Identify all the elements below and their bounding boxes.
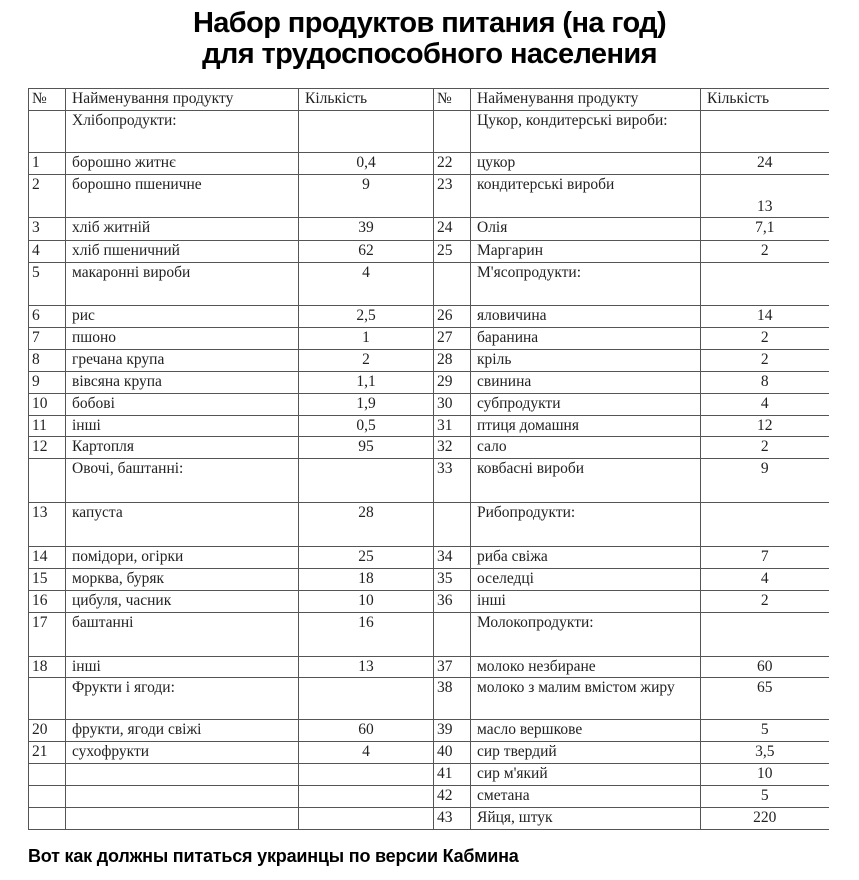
table-row (29, 350, 434, 372)
title-line-2: для трудоспособного населения (202, 38, 657, 70)
row-number: 14 (29, 547, 66, 569)
product-name: цукор (471, 153, 701, 175)
row-number: 3 (29, 218, 66, 241)
row-number: 11 (29, 416, 66, 437)
row-number: 12 (29, 437, 66, 459)
product-quantity (701, 613, 829, 657)
row-number (434, 111, 471, 153)
product-name: сир твердий (471, 742, 701, 764)
product-name: вівсяна крупа (66, 372, 299, 394)
row-number: 10 (29, 394, 66, 416)
product-quantity: 28 (299, 503, 434, 547)
row-number: 20 (29, 720, 66, 742)
row-number (29, 459, 66, 503)
category-row (29, 678, 434, 720)
table-row (29, 394, 434, 416)
row-number: 27 (434, 328, 471, 350)
product-quantity (299, 459, 434, 503)
product-quantity: 4 (701, 394, 829, 416)
product-name: хліб житній (66, 218, 299, 241)
product-quantity: 2 (701, 350, 829, 372)
product-quantity: 0,5 (299, 416, 434, 437)
row-number: 38 (434, 678, 471, 720)
product-name: свинина (471, 372, 701, 394)
row-number: 41 (434, 764, 471, 786)
row-number: 7 (29, 328, 66, 350)
product-quantity: 2 (701, 437, 829, 459)
product-quantity (299, 786, 434, 808)
row-number: 9 (29, 372, 66, 394)
table-row (29, 241, 434, 263)
product-name: Яйця, штук (471, 808, 701, 830)
table-row (29, 613, 434, 657)
product-quantity: 95 (299, 437, 434, 459)
product-name: сухофрукти (66, 742, 299, 764)
row-number: 34 (434, 547, 471, 569)
table-row (434, 742, 829, 764)
product-name: масло вершкове (471, 720, 701, 742)
product-name: фрукти, ягоди свіжі (66, 720, 299, 742)
table-row (29, 218, 434, 241)
row-number: 1 (29, 153, 66, 175)
table-row (29, 503, 434, 547)
table-row (434, 328, 829, 350)
product-quantity: 12 (701, 416, 829, 437)
table-row (29, 372, 434, 394)
product-quantity: 9 (299, 175, 434, 218)
footer-caption: Вот как должны питаться украинцы по версии Кабмина (28, 846, 519, 866)
row-number: 28 (434, 350, 471, 372)
table-row (29, 153, 434, 175)
product-quantity (701, 111, 829, 153)
product-name: інші (66, 416, 299, 437)
product-quantity: 4 (299, 742, 434, 764)
product-quantity: 4 (299, 263, 434, 306)
table-row (434, 547, 829, 569)
category-name: Цукор, кондитерські вироби: (471, 111, 701, 153)
table-row (434, 241, 829, 263)
category-row (434, 263, 829, 306)
product-name: борошно пшеничне (66, 175, 299, 218)
food-table-left (28, 88, 434, 830)
product-quantity: 25 (299, 547, 434, 569)
table-row (29, 657, 434, 678)
table-row (434, 218, 829, 241)
product-quantity (299, 764, 434, 786)
table-row (434, 437, 829, 459)
product-name: інші (471, 591, 701, 613)
product-quantity (299, 111, 434, 153)
table-row (29, 175, 434, 218)
product-quantity: 8 (701, 372, 829, 394)
product-name: Картопля (66, 437, 299, 459)
product-quantity: 0,4 (299, 153, 434, 175)
product-name: рис (66, 306, 299, 328)
product-name: борошно житнє (66, 153, 299, 175)
row-number: 2 (29, 175, 66, 218)
row-number (29, 678, 66, 720)
row-number: 37 (434, 657, 471, 678)
row-number: 36 (434, 591, 471, 613)
product-name: кондитерські вироби (471, 175, 701, 218)
product-name: макаронні вироби (66, 263, 299, 306)
header-num: № (29, 89, 66, 111)
row-number: 4 (29, 241, 66, 263)
product-quantity: 1,9 (299, 394, 434, 416)
product-name (66, 764, 299, 786)
row-number: 6 (29, 306, 66, 328)
product-quantity: 24 (701, 153, 829, 175)
row-number: 25 (434, 241, 471, 263)
table-row (29, 720, 434, 742)
product-name: кріль (471, 350, 701, 372)
row-number: 33 (434, 459, 471, 503)
empty-row (29, 808, 434, 830)
row-number (29, 786, 66, 808)
table-row (434, 764, 829, 786)
product-quantity: 7 (701, 547, 829, 569)
product-quantity: 39 (299, 218, 434, 241)
product-quantity: 2 (701, 241, 829, 263)
product-name (66, 808, 299, 830)
row-number: 39 (434, 720, 471, 742)
row-number: 24 (434, 218, 471, 241)
page-title (0, 8, 859, 70)
row-number (29, 808, 66, 830)
table-row (434, 591, 829, 613)
header-name: Найменування продукту (471, 89, 701, 111)
food-table-right (433, 88, 829, 830)
product-quantity: 13 (701, 175, 829, 218)
product-name: молоко з малим вмістом жиру (471, 678, 701, 720)
row-number (434, 503, 471, 547)
header-qty: Кількість (701, 89, 829, 111)
product-quantity: 2 (701, 328, 829, 350)
product-name: капуста (66, 503, 299, 547)
table-row (29, 263, 434, 306)
row-number: 15 (29, 569, 66, 591)
product-quantity: 16 (299, 613, 434, 657)
row-number: 40 (434, 742, 471, 764)
product-quantity: 60 (701, 657, 829, 678)
table-row (434, 720, 829, 742)
table-row (434, 569, 829, 591)
product-name: пшоно (66, 328, 299, 350)
row-number: 13 (29, 503, 66, 547)
empty-row (29, 786, 434, 808)
product-quantity: 2 (701, 591, 829, 613)
table-row (29, 306, 434, 328)
table-row (29, 416, 434, 437)
row-number: 30 (434, 394, 471, 416)
product-name: субпродукти (471, 394, 701, 416)
product-quantity: 3,5 (701, 742, 829, 764)
product-name: гречана крупа (66, 350, 299, 372)
left-table-header (29, 89, 434, 111)
product-quantity (701, 263, 829, 306)
product-name: хліб пшеничний (66, 241, 299, 263)
category-name: Фрукти і ягоди: (66, 678, 299, 720)
table-row (434, 786, 829, 808)
product-name: ковбасні вироби (471, 459, 701, 503)
category-row (29, 459, 434, 503)
row-number: 16 (29, 591, 66, 613)
row-number (29, 764, 66, 786)
table-row (434, 808, 829, 830)
category-name: М'ясопродукти: (471, 263, 701, 306)
product-name: сир м'який (471, 764, 701, 786)
row-number: 17 (29, 613, 66, 657)
row-number: 35 (434, 569, 471, 591)
product-name: сало (471, 437, 701, 459)
product-quantity: 14 (701, 306, 829, 328)
table-row (434, 175, 829, 218)
category-name: Молокопродукти: (471, 613, 701, 657)
category-name: Овочі, баштанні: (66, 459, 299, 503)
product-name: цибуля, часник (66, 591, 299, 613)
table-row (29, 569, 434, 591)
table-row (434, 416, 829, 437)
product-quantity: 220 (701, 808, 829, 830)
product-name: морква, буряк (66, 569, 299, 591)
row-number (434, 613, 471, 657)
product-name (66, 786, 299, 808)
product-quantity: 1,1 (299, 372, 434, 394)
product-quantity: 10 (299, 591, 434, 613)
row-number: 26 (434, 306, 471, 328)
table-row (29, 591, 434, 613)
category-name: Хлібопродукти: (66, 111, 299, 153)
table-row (434, 372, 829, 394)
product-name: оселедці (471, 569, 701, 591)
table-row (29, 437, 434, 459)
product-quantity: 13 (299, 657, 434, 678)
product-quantity: 1 (299, 328, 434, 350)
row-number: 43 (434, 808, 471, 830)
header-qty: Кількість (299, 89, 434, 111)
row-number: 29 (434, 372, 471, 394)
row-number: 31 (434, 416, 471, 437)
table-row (434, 350, 829, 372)
product-name: інші (66, 657, 299, 678)
empty-row (29, 764, 434, 786)
row-number: 21 (29, 742, 66, 764)
table-row (29, 742, 434, 764)
row-number: 8 (29, 350, 66, 372)
table-row (434, 153, 829, 175)
category-row (29, 111, 434, 153)
row-number: 32 (434, 437, 471, 459)
product-name: птиця домашня (471, 416, 701, 437)
right-table-header (434, 89, 829, 111)
product-name: риба свіжа (471, 547, 701, 569)
product-name: баранина (471, 328, 701, 350)
title-line-1: Набор продуктов питания (на год) (192, 7, 667, 39)
header-name: Найменування продукту (66, 89, 299, 111)
header-num: № (434, 89, 471, 111)
product-name: молоко незбиране (471, 657, 701, 678)
row-number (434, 263, 471, 306)
product-quantity: 62 (299, 241, 434, 263)
product-quantity (299, 808, 434, 830)
product-name: Олія (471, 218, 701, 241)
category-row (434, 503, 829, 547)
product-name: сметана (471, 786, 701, 808)
product-quantity: 2,5 (299, 306, 434, 328)
product-name: бобові (66, 394, 299, 416)
row-number: 5 (29, 263, 66, 306)
product-quantity: 5 (701, 720, 829, 742)
category-row (434, 111, 829, 153)
product-quantity: 5 (701, 786, 829, 808)
product-name: Маргарин (471, 241, 701, 263)
product-quantity: 2 (299, 350, 434, 372)
product-quantity (299, 678, 434, 720)
table-row (434, 306, 829, 328)
product-name: помідори, огірки (66, 547, 299, 569)
product-quantity: 18 (299, 569, 434, 591)
product-quantity: 9 (701, 459, 829, 503)
product-name: баштанні (66, 613, 299, 657)
category-name: Рибопродукти: (471, 503, 701, 547)
product-quantity: 60 (299, 720, 434, 742)
table-row (29, 547, 434, 569)
table-row (29, 328, 434, 350)
product-quantity: 4 (701, 569, 829, 591)
row-number: 42 (434, 786, 471, 808)
row-number: 23 (434, 175, 471, 218)
row-number (29, 111, 66, 153)
table-row (434, 459, 829, 503)
row-number: 18 (29, 657, 66, 678)
product-quantity: 10 (701, 764, 829, 786)
product-quantity: 7,1 (701, 218, 829, 241)
product-quantity: 65 (701, 678, 829, 720)
table-row (434, 678, 829, 720)
row-number: 22 (434, 153, 471, 175)
product-quantity (701, 503, 829, 547)
table-row (434, 394, 829, 416)
product-name: яловичина (471, 306, 701, 328)
table-row (434, 657, 829, 678)
category-row (434, 613, 829, 657)
